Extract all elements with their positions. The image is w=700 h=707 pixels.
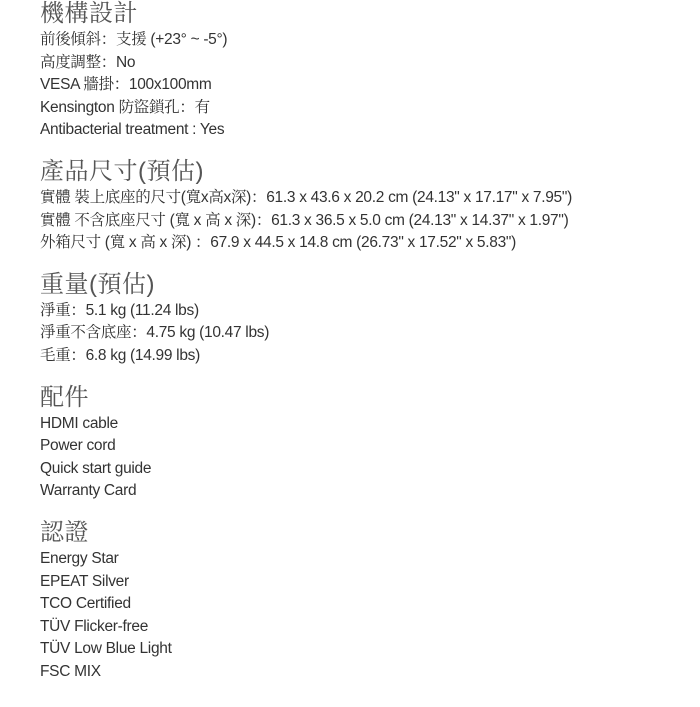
spec-line: Antibacterial treatment : Yes bbox=[40, 121, 225, 139]
section-mechanical bbox=[40, 0, 572, 142]
section-heading: 產品尺寸(預估) bbox=[40, 157, 204, 185]
spec-line: Power cord bbox=[40, 437, 116, 455]
section-dimensions bbox=[40, 158, 572, 255]
spec-line: TCO Certified bbox=[40, 595, 131, 613]
spec-line: VESA 牆掛：100x100mm bbox=[40, 76, 212, 94]
spec-line: TÜV Flicker-free bbox=[40, 617, 149, 635]
spec-line: FSC MIX bbox=[40, 662, 101, 680]
spec-line: Warranty Card bbox=[40, 482, 137, 500]
section-heading: 機構設計 bbox=[40, 0, 138, 27]
spec-line: 實體 裝上底座的尺寸(寬x高x深)：61.3 x 43.6 x 20.2 cm (24.13" x 17.17" x 7.95") bbox=[40, 188, 572, 206]
spec-line: Quick start guide bbox=[40, 459, 152, 477]
spec-line: 毛重：6.8 kg (14.99 lbs) bbox=[40, 346, 200, 364]
section-heading: 認證 bbox=[40, 518, 89, 546]
spec-line: 淨重不含底座：4.75 kg (10.47 lbs) bbox=[40, 324, 270, 342]
spec-line: HDMI cable bbox=[40, 414, 118, 432]
spec-line: 外箱尺寸 (寬 x 高 x 深) ：67.9 x 44.5 x 14.8 cm (26.73" x 17.52" x 5.83") bbox=[40, 234, 516, 252]
spec-line: 淨重：5.1 kg (11.24 lbs) bbox=[40, 301, 199, 319]
spec-line: EPEAT Silver bbox=[40, 572, 129, 590]
spec-line: 高度調整：No bbox=[40, 53, 136, 71]
section-accessories bbox=[40, 384, 572, 503]
spec-line: 前後傾斜：支援 (+23° ~ -5°) bbox=[40, 31, 228, 48]
section-heading: 配件 bbox=[40, 383, 89, 411]
section-heading: 重量(預估) bbox=[40, 270, 155, 298]
section-certifications bbox=[40, 519, 572, 684]
spec-sheet bbox=[40, 0, 572, 699]
spec-line: Energy Star bbox=[40, 549, 119, 567]
spec-line: Kensington 防盜鎖孔：有 bbox=[40, 98, 210, 116]
spec-line: TÜV Low Blue Light bbox=[40, 640, 172, 658]
spec-line: 實體 不含底座尺寸 (寬 x 高 x 深)：61.3 x 36.5 x 5.0 cm (24.13" x 14.37" x 1.97") bbox=[40, 211, 569, 229]
section-weight bbox=[40, 271, 572, 368]
